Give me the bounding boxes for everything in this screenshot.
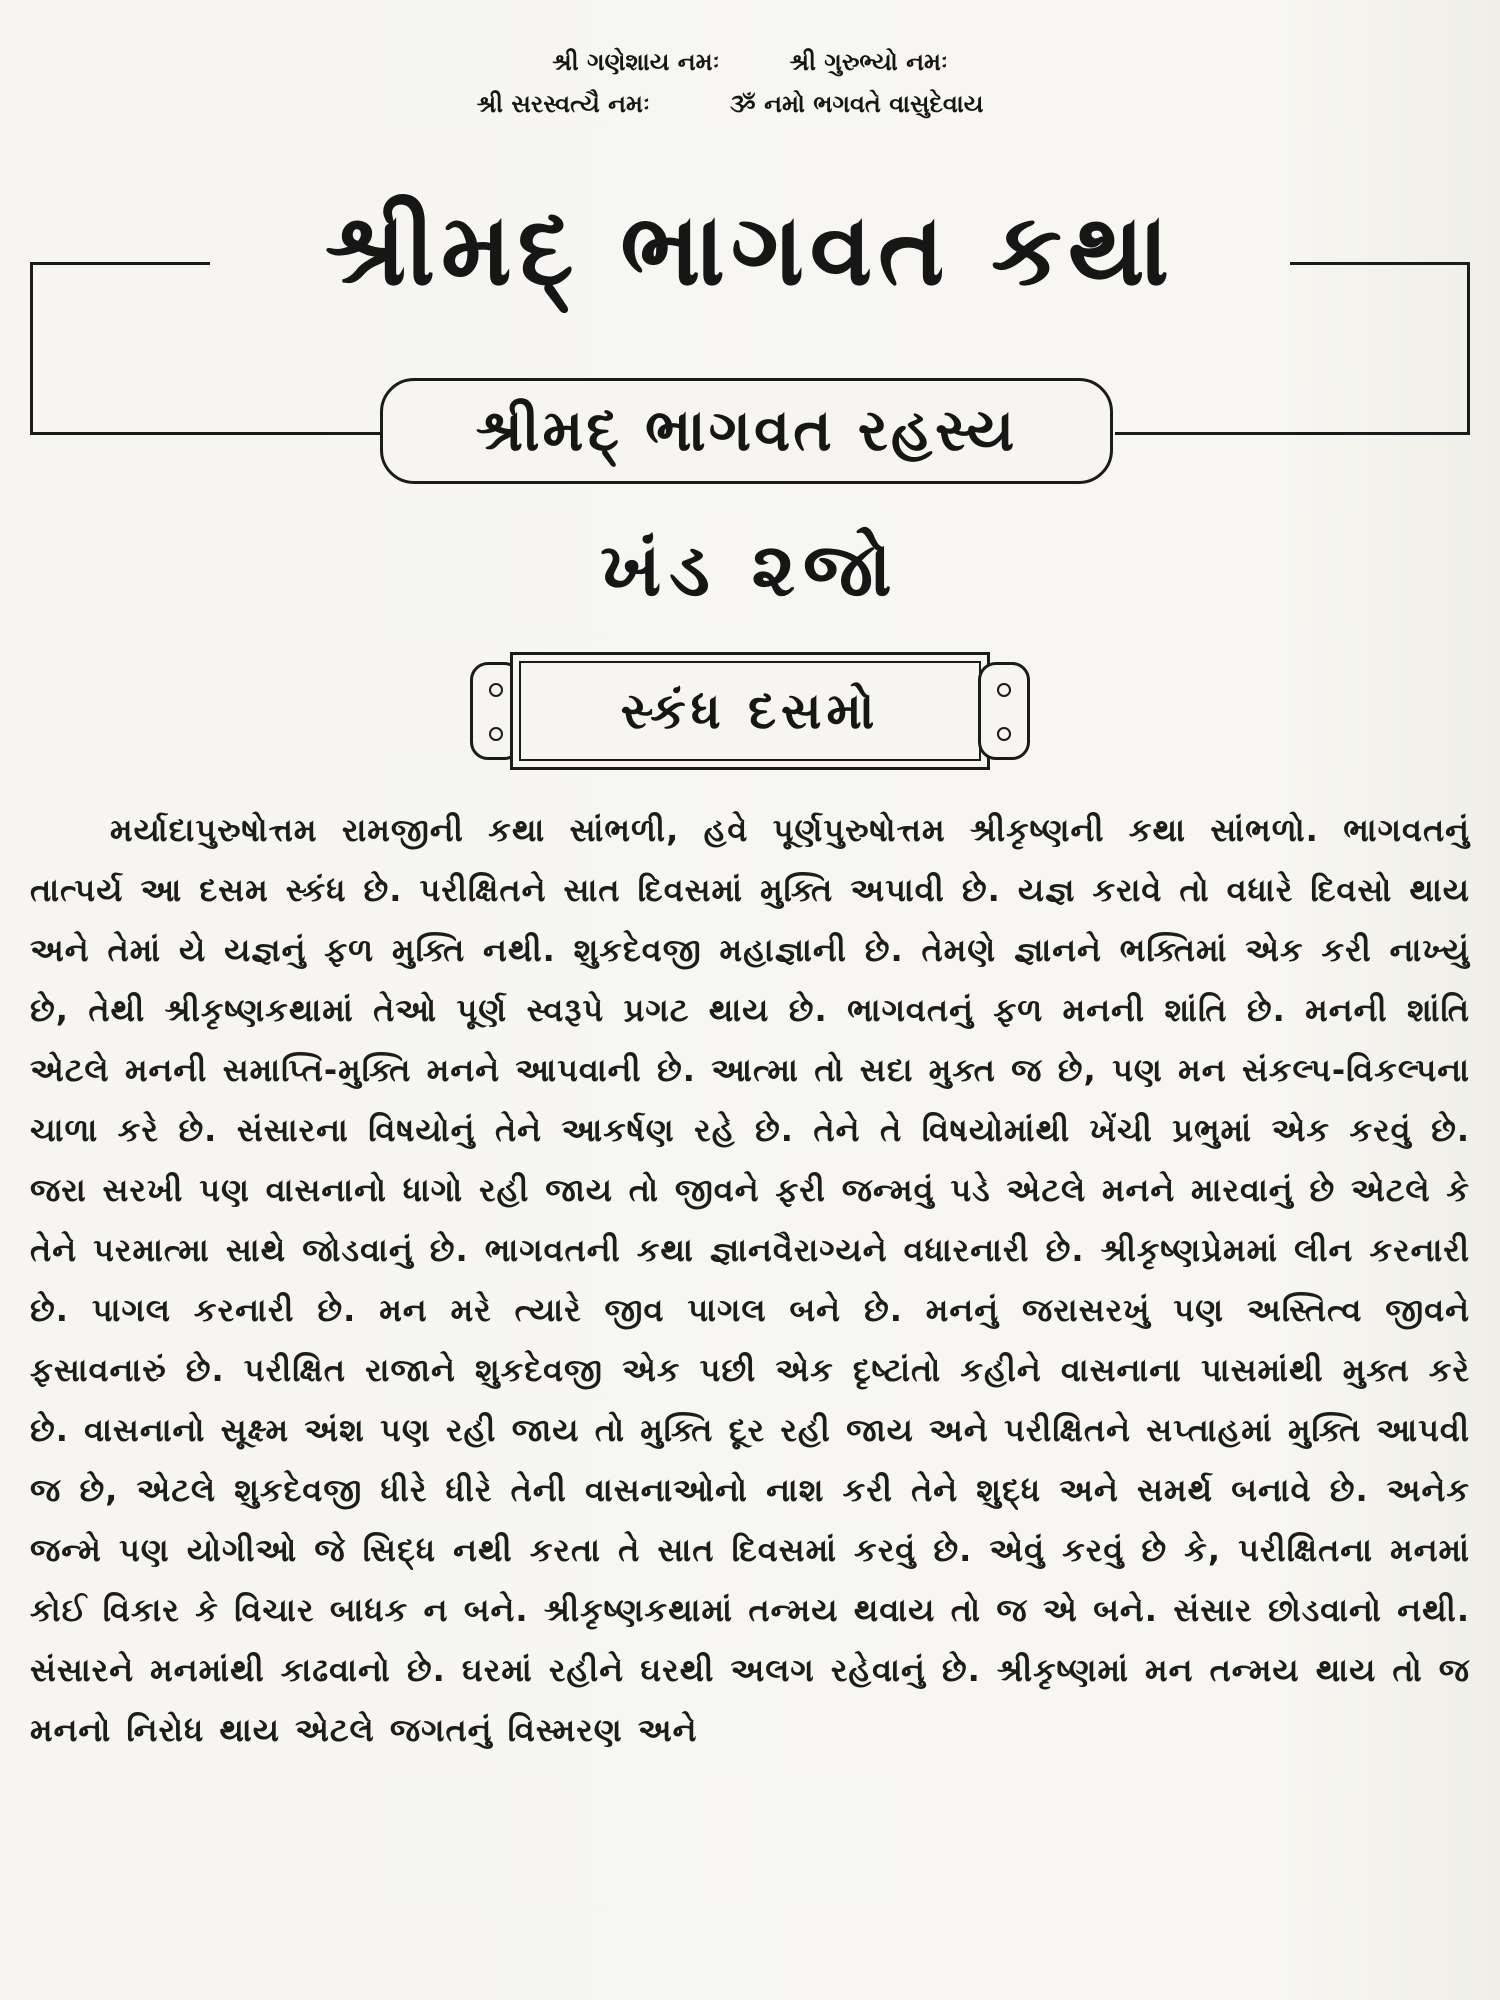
- section-heading: સ્કંધ દસમો: [510, 652, 990, 770]
- body-paragraph: મર્યાદાપુરુષોત્તમ રામજીની કથા સાંભળી, હવે પૂર્ણપુરુષોત્તમ શ્રીકૃષ્ણની કથા સાંભળો. ભાગવતનું તાત્પર્ય આ દસમ સ્કંધ છે. પરીક્ષિતને સાત દિવસમાં મુક્તિ અપાવી છે. યજ્ઞ કરાવે તો વધારે દિવસો થાય અને તેમાં યે યજ્ઞનું ફળ મુક્તિ નથી. શુકદેવજી મહાજ્ઞાની છે. તેમણે જ્ઞાનને ભક્તિમાં એક કરી નાખ્યું છે, તેથી શ્રીકૃષ્ણકથામાં તેઓ પૂર્ણ સ્વરૂપે પ્રગટ થાય છે. ભાગવતનું ફળ મનની શાંતિ છે. મનની શાંતિ એટલે મનની સમાપ્તિ-મુક્તિ મનને આપવાની છે. આત્મા તો સદા મુક્ત જ છે, પણ મન સંકલ્પ-વિકલ્પના ચાળા કરે છે. સંસારના વિષયોનું તેને આકર્ષણ રહે છે. તેને તે વિષયોમાંથી ખેંચી પ્રભુમાં એક કરવું છે. જરા સરખી પણ વાસનાનો ધાગો રહી જાય તો જીવને ફરી જન્મવું પડે એટલે મનને મારવાનું છે એટલે કે તેને પરમાત્મા સાથે જોડવાનું છે. ભાગવતની કથા જ્ઞાનવૈરાગ્યને વધારનારી છે. શ્રીકૃષ્ણપ્રેમમાં લીન કરનારી છે. પાગલ કરનારી છે. મન મરે ત્યારે જીવ પાગલ બને છે. મનનું જરાસરખું પણ અસ્તિત્વ જીવને ફસાવનારું છે. પરીક્ષિત રાજાને શુકદેવજી એક પછી એક દૃષ્ટાંતો કહીને વાસનાના પાસમાંથી મુક્ત કરે છે. વાસનાનો સૂક્ષ્મ અંશ પણ રહી જાય તો મુક્તિ દૂર રહી જાય અને પરીક્ષિતને સપ્તાહમાં મુક્તિ આપવી જ છે, એટલે શુકદેવજી ધીરે ધીરે તેની વાસનાઓનો નાશ કરી તેને શુદ્ધ અને સમર્થ બનાવે છે. અનેક જન્મે પણ યોગીઓ જે સિદ્ધ નથી કરતા તે સાત દિવસમાં કરવું છે. એવું કરવું છે કે, પરીક્ષિતના મનમાં કોઈ વિકાર કે વિચાર બાધક ન બને. શ્રીકૃષ્ણકથામાં તન્મય થવાય તો જ એ બને. સંસાર છોડવાનો નથી. સંસારને મનમાંથી કાઢવાનો છે. ઘરમાં રહીને ઘરથી અલગ રહેવાનું છે. શ્રીકૃષ્ણમાં મન તન્મય થાય તો જ મનનો નિરોધ થાય એટલે જગતનું વિસ્મરણ અને: [30, 811, 1470, 1749]
- frame-bottom-right-rule: [1115, 432, 1470, 435]
- invocation-row-2: [0, 90, 1500, 118]
- volume-label: ખંડ ૨જો: [600, 527, 900, 613]
- ornament-right-cap: [978, 662, 1030, 760]
- invocation-ganesha: શ્રી ગણેશાય નમઃ: [552, 48, 720, 76]
- invocation-row-1: [0, 48, 1500, 76]
- frame-top-right-rule: [1290, 262, 1470, 265]
- section-heading-frame: [470, 652, 1030, 770]
- invocation-guru: શ્રી ગુરુભ્યો નમઃ: [789, 48, 948, 76]
- book-subtitle: શ્રીમદ્ ભાગવત રહસ્ય: [380, 378, 1113, 484]
- frame-left-rule: [30, 262, 33, 434]
- ornament-circle-icon: [997, 727, 1011, 741]
- ornament-circle-icon: [489, 683, 503, 697]
- frame-bottom-left-rule: [30, 432, 382, 435]
- ornament-circle-icon: [997, 683, 1011, 697]
- invocation-vasudeva: ૐ નમો ભગવતે વાસુદેવાય: [729, 90, 984, 118]
- invocations-block: [0, 48, 1500, 132]
- book-title: શ્રીમદ્ ભાગવત કથા: [324, 191, 1176, 308]
- ornament-circle-icon: [489, 727, 503, 741]
- invocation-saraswati: શ્રી સરસ્વત્યૈ નમઃ: [476, 90, 650, 118]
- frame-top-left-rule: [30, 262, 210, 265]
- frame-right-rule: [1467, 262, 1470, 434]
